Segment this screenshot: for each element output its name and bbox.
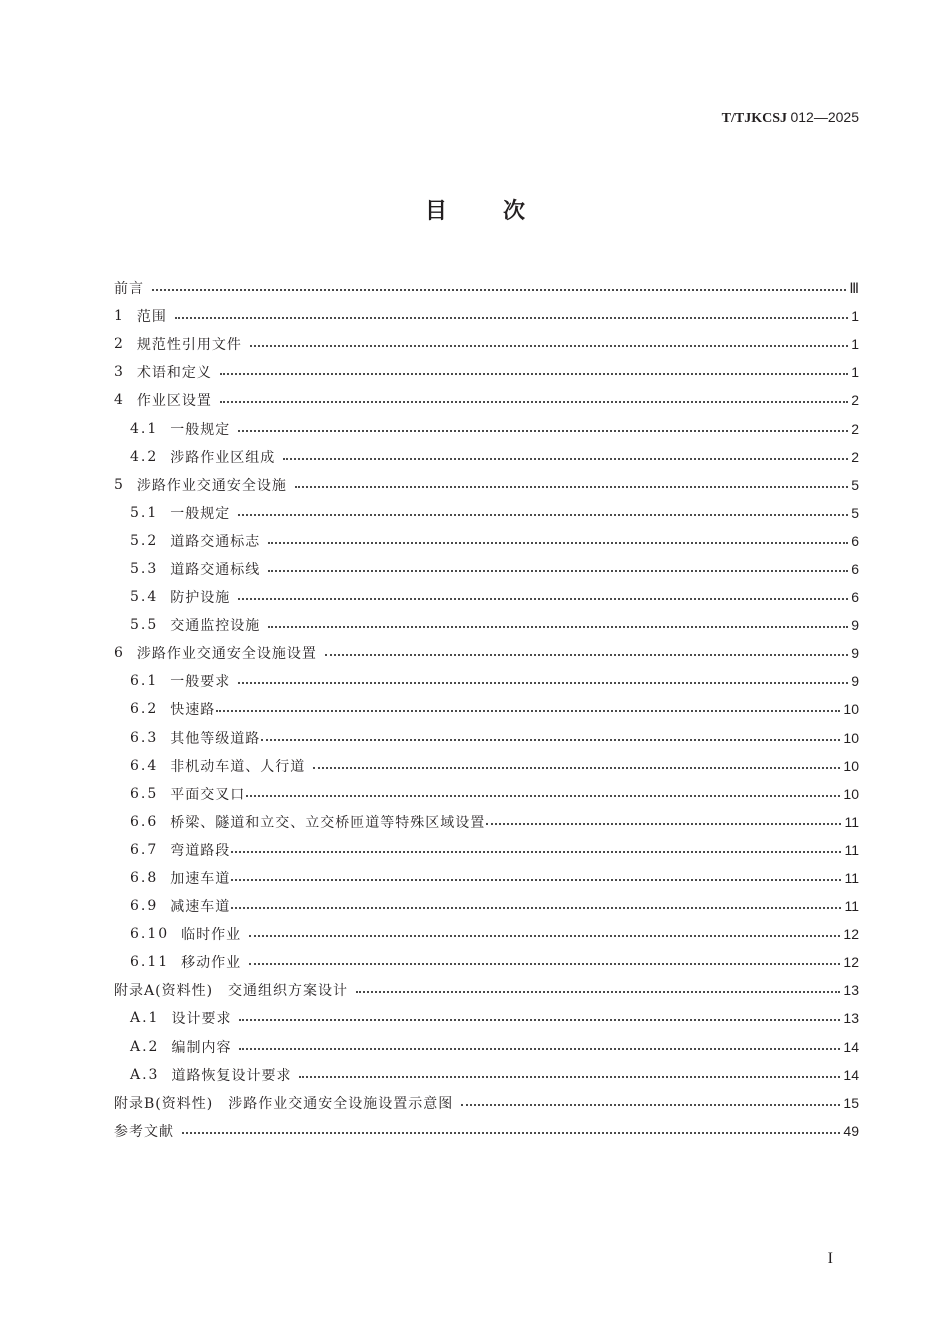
toc-entry[interactable] xyxy=(114,527,859,555)
page-title: 目次 xyxy=(424,199,581,224)
toc-dot-leader xyxy=(461,1104,840,1106)
toc-dot-leader xyxy=(238,598,848,600)
toc-entry-number: 6 xyxy=(114,645,125,662)
toc-entry-page: 11 xyxy=(844,898,859,915)
toc-entry[interactable] xyxy=(114,976,859,1004)
toc-entry-page: 14 xyxy=(843,1066,859,1083)
toc-entry-page: 10 xyxy=(843,729,859,746)
toc-entry-number: A.2 xyxy=(130,1038,160,1055)
toc-dot-leader xyxy=(299,1076,840,1078)
toc-entry-number: 5.1 xyxy=(130,504,159,521)
toc-entry-label: 一般要求 xyxy=(170,674,231,691)
toc-dot-leader xyxy=(238,430,848,432)
toc-dot-leader xyxy=(486,823,841,825)
toc-entry-page: 1 xyxy=(851,364,859,381)
toc-entry-label: 快速路 xyxy=(170,702,216,719)
toc-entry[interactable] xyxy=(114,386,859,414)
toc-entry-page: 6 xyxy=(851,589,859,606)
toc-entry-label: 道路交通标志 xyxy=(170,533,261,550)
toc-dot-leader xyxy=(220,373,848,375)
toc-entry[interactable] xyxy=(114,499,859,527)
toc-entry[interactable] xyxy=(114,724,859,752)
toc-entry-page: 9 xyxy=(851,617,859,634)
toc-entry-page: Ⅲ xyxy=(849,279,859,296)
toc-entry-label: 规范性引用文件 xyxy=(136,337,242,354)
toc-dot-leader xyxy=(295,486,848,488)
toc-entry-page: 2 xyxy=(851,448,859,465)
toc-entry-page: 2 xyxy=(851,420,859,437)
standard-code xyxy=(722,109,859,127)
toc-entry[interactable] xyxy=(114,555,859,583)
toc-entry-page: 12 xyxy=(843,954,859,971)
toc-entry-page: 13 xyxy=(843,1010,859,1027)
toc-entry-number: 1 xyxy=(114,308,125,325)
toc-entry-page: 13 xyxy=(843,982,859,999)
toc-dot-leader xyxy=(356,991,840,993)
toc-entry-number: A.1 xyxy=(130,1010,160,1027)
toc-entry-page: 11 xyxy=(844,813,859,830)
toc-entry[interactable] xyxy=(114,330,859,358)
toc-entry-label: 参考文献 xyxy=(114,1123,174,1140)
toc-entry-label: 交通监控设施 xyxy=(170,618,261,635)
toc-entry[interactable] xyxy=(114,274,859,302)
toc-entry-number: 6.9 xyxy=(130,898,159,915)
toc-entry-label: 加速车道 xyxy=(170,871,231,888)
toc-entry-number: 4.1 xyxy=(130,420,159,437)
toc-dot-leader xyxy=(261,739,840,741)
toc-entry[interactable] xyxy=(114,611,859,639)
toc-entry-label: 附录B(资料性) 涉路作业交通安全设施设置示意图 xyxy=(114,1095,454,1112)
toc-entry[interactable] xyxy=(114,1004,859,1032)
toc-entry-number: 5 xyxy=(114,476,125,493)
toc-entry-number: 5.4 xyxy=(130,589,159,606)
toc-entry[interactable] xyxy=(114,920,859,948)
toc-dot-leader xyxy=(268,542,848,544)
toc-entry-number: 6.11 xyxy=(130,954,170,971)
toc-entry-label: 范围 xyxy=(136,309,167,326)
toc-dot-leader xyxy=(231,879,841,881)
toc-entry-page: 5 xyxy=(851,504,859,521)
toc-entry-label: 编制内容 xyxy=(171,1039,232,1056)
toc-entry-label: 桥梁、隧道和立交、立交桥匝道等特殊区域设置 xyxy=(170,814,486,831)
toc-entry-label: 非机动车道、人行道 xyxy=(170,758,306,775)
toc-entry-label: 一般规定 xyxy=(170,505,231,522)
toc-entry[interactable] xyxy=(114,752,859,780)
toc-dot-leader xyxy=(239,1019,840,1021)
toc-entry[interactable] xyxy=(114,667,859,695)
toc-entry-number: 5.3 xyxy=(130,560,159,577)
toc-entry-page: 6 xyxy=(851,560,859,577)
toc-entry-label: 涉路作业区组成 xyxy=(170,449,276,466)
toc-dot-leader xyxy=(238,514,848,516)
standard-prefix: T/TJKCSJ xyxy=(721,111,787,126)
toc-entry-page: 9 xyxy=(851,673,859,690)
toc-entry-label: 附录A(资料性) 交通组织方案设计 xyxy=(114,983,349,1000)
toc-dot-leader xyxy=(152,289,846,291)
toc-dot-leader xyxy=(283,458,848,460)
toc-entry-number: A.3 xyxy=(130,1066,160,1083)
standard-number: 012—2025 xyxy=(790,109,859,125)
toc-entry-number: 6.1 xyxy=(130,673,159,690)
toc-dot-leader xyxy=(249,963,840,965)
toc-entry-label: 涉路作业交通安全设施 xyxy=(136,477,287,494)
toc-dot-leader xyxy=(182,1132,840,1134)
toc-entry[interactable] xyxy=(114,892,859,920)
toc-entry-label: 道路恢复设计要求 xyxy=(171,1067,292,1084)
toc-entry-number: 6.6 xyxy=(130,813,159,830)
toc-entry[interactable] xyxy=(114,1117,859,1145)
toc-entry-page: 6 xyxy=(851,532,859,549)
toc-entry-page: 10 xyxy=(843,757,859,774)
toc-entry-label: 术语和定义 xyxy=(136,365,212,382)
toc-entry-page: 10 xyxy=(843,785,859,802)
toc-entry[interactable] xyxy=(114,471,859,499)
toc-entry[interactable] xyxy=(114,864,859,892)
toc-entry-page: 12 xyxy=(843,926,859,943)
toc-entry-label: 设计要求 xyxy=(171,1011,232,1028)
toc-entry-page: 14 xyxy=(843,1038,859,1055)
table-of-contents xyxy=(114,274,859,1145)
toc-entry-number: 4 xyxy=(114,392,125,409)
toc-dot-leader xyxy=(231,907,841,909)
toc-entry-page: 10 xyxy=(843,701,859,718)
toc-entry[interactable] xyxy=(114,695,859,723)
toc-entry-number: 2 xyxy=(114,336,125,353)
toc-entry-label: 涉路作业交通安全设施设置 xyxy=(136,646,317,663)
toc-entry[interactable] xyxy=(114,639,859,667)
toc-dot-leader xyxy=(231,851,841,853)
toc-dot-leader xyxy=(268,570,848,572)
toc-entry-number: 6.4 xyxy=(130,757,159,774)
toc-entry[interactable] xyxy=(114,1061,859,1089)
toc-entry[interactable] xyxy=(114,583,859,611)
page-number: I xyxy=(827,1250,833,1267)
toc-entry-number: 6.3 xyxy=(130,729,159,746)
toc-dot-leader xyxy=(216,710,840,712)
toc-entry-number: 6.5 xyxy=(130,785,159,802)
toc-entry-number: 6.8 xyxy=(130,870,159,887)
toc-entry-label: 前言 xyxy=(114,281,144,298)
toc-entry-page: 11 xyxy=(844,841,859,858)
toc-entry-page: 9 xyxy=(851,645,859,662)
toc-entry-label: 一般规定 xyxy=(170,421,231,438)
toc-entry[interactable] xyxy=(114,780,859,808)
toc-dot-leader xyxy=(239,1048,840,1050)
toc-entry-label: 道路交通标线 xyxy=(170,561,261,578)
toc-dot-leader xyxy=(238,682,848,684)
toc-dot-leader xyxy=(175,317,848,319)
toc-entry-number: 6.2 xyxy=(130,701,159,718)
toc-entry-page: 2 xyxy=(851,392,859,409)
toc-entry-page: 1 xyxy=(851,308,859,325)
toc-entry-number: 4.2 xyxy=(130,448,159,465)
toc-entry-label: 临时作业 xyxy=(181,927,242,944)
toc-entry-number: 3 xyxy=(114,364,125,381)
toc-entry-page: 11 xyxy=(844,870,859,887)
toc-entry[interactable] xyxy=(114,808,859,836)
toc-entry-page: 5 xyxy=(851,476,859,493)
toc-entry[interactable] xyxy=(114,443,859,471)
toc-entry-label: 作业区设置 xyxy=(136,393,212,410)
toc-entry-label: 防护设施 xyxy=(170,590,231,607)
toc-entry[interactable] xyxy=(114,1033,859,1061)
toc-entry-page: 49 xyxy=(843,1122,859,1139)
toc-dot-leader xyxy=(268,626,848,628)
toc-entry-number: 6.7 xyxy=(130,841,159,858)
toc-dot-leader xyxy=(220,401,848,403)
toc-dot-leader xyxy=(246,795,840,797)
toc-entry[interactable] xyxy=(114,1089,859,1117)
toc-entry[interactable] xyxy=(114,836,859,864)
toc-entry-label: 平面交叉口 xyxy=(170,786,246,803)
toc-entry[interactable] xyxy=(114,948,859,976)
toc-entry[interactable] xyxy=(114,414,859,442)
toc-entry[interactable] xyxy=(114,302,859,330)
toc-dot-leader xyxy=(249,935,840,937)
toc-entry-number: 5.2 xyxy=(130,532,159,549)
toc-entry-label: 其他等级道路 xyxy=(170,730,261,747)
toc-entry-label: 减速车道 xyxy=(170,899,231,916)
toc-entry-label: 弯道路段 xyxy=(170,842,231,859)
toc-dot-leader xyxy=(250,345,848,347)
toc-entry-label: 移动作业 xyxy=(181,955,242,972)
toc-entry-number: 5.5 xyxy=(130,617,159,634)
toc-dot-leader xyxy=(325,654,848,656)
toc-entry[interactable] xyxy=(114,358,859,386)
toc-entry-page: 1 xyxy=(851,336,859,353)
toc-entry-number: 6.10 xyxy=(130,926,170,943)
toc-entry-page: 15 xyxy=(843,1094,859,1111)
toc-dot-leader xyxy=(313,767,840,769)
